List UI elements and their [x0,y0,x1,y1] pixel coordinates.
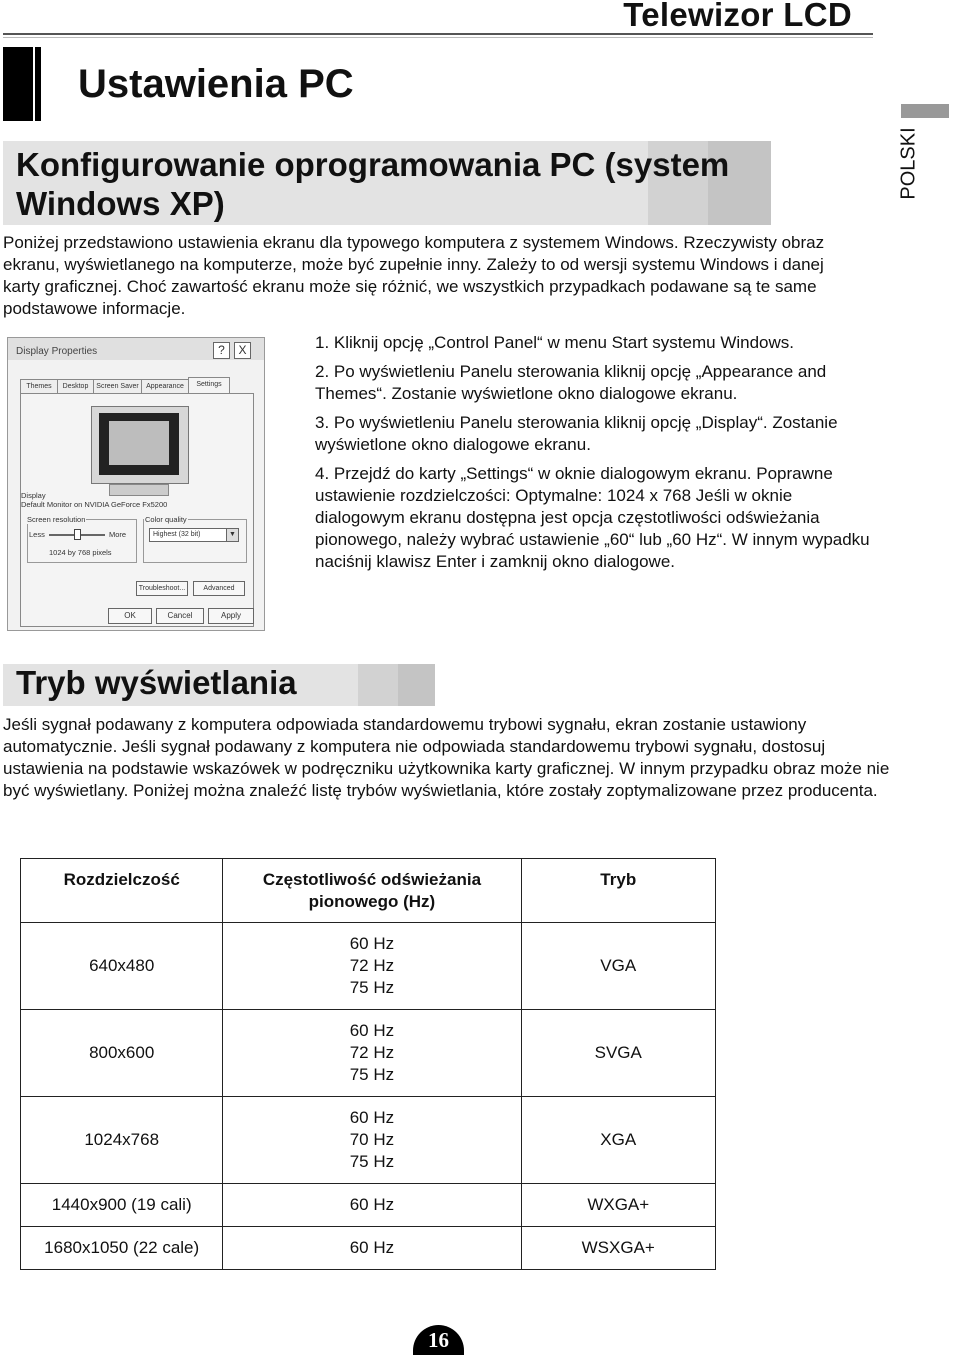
color-quality-select[interactable] [149,528,239,542]
table-header: Tryb [521,859,716,923]
frequency-value: 60 Hz [349,934,395,953]
frequency-cell [223,1010,521,1097]
frequency-value: 60 Hz [349,1195,395,1214]
language-label: POLSKI [897,127,920,200]
header-rule [3,33,873,35]
section-title: Konfigurowanie oprogramowania PC (system Windows XP) [16,146,730,222]
help-button[interactable]: ? [213,342,230,359]
table-row [21,923,716,1010]
display-properties-dialog [7,337,265,631]
dialog-title: Display Properties [16,346,98,357]
table-row [21,1184,716,1227]
mode-cell: SVGA [521,1010,716,1097]
more-label: More [109,530,127,539]
intro-paragraph: Poniżej przedstawiono ustawienia ekranu dla typowego komputera z systemem Windows. Rzeczywisty obraz ekranu, wyświetlanego na komputerze, może być zupełnie inny. Zależy to od wersji systemu Windows i danej karty graficznej. Choć zawartość ekranu może się różnić, we wszystkich przypadkach podawane są te same podstawowe informacje. [3,233,825,318]
step-3: 3. Po wyświetleniu Panelu sterowania kliknij opcję „Display“. Zostanie wyświetlone okno dialogowe ekranu. [315,413,838,454]
table-row [21,1097,716,1184]
frequency-value: 70 Hz [349,1130,395,1149]
dialog-titlebar [8,338,264,360]
frequency-cell [223,923,521,1010]
frequency-value: 60 Hz [349,1108,395,1127]
tab-themes[interactable]: Themes [20,379,58,394]
color-quality-value: Highest (32 bit) [153,531,201,538]
frequency-value: 75 Hz [349,1065,395,1084]
chapter-marker [3,47,43,121]
page-number-badge [413,1325,464,1355]
display-label: Display [21,491,46,500]
language-tab [893,104,933,234]
tab-screen-saver[interactable]: Screen Saver [93,379,142,394]
step-2: 2. Po wyświetleniu Panelu sterowania kliknij opcję „Appearance and Themes“. Zostanie wyświetlone okno dialogowe ekranu. [315,362,827,403]
cancel-button[interactable]: Cancel [156,608,204,624]
display-modes-table [20,858,716,1270]
close-button[interactable]: X [234,342,251,359]
resolution-value: 1024 by 768 pixels [49,548,112,557]
instruction-steps [315,332,885,580]
section-title: Tryb wyświetlania [16,664,297,701]
display-mode-paragraph: Jeśli sygnał podawany z komputera odpowiada standardowemu trybowi sygnału, ekran zostanie ustawiony automatycznie. Jeśli sygnał podawany z komputera nie odpowiada standardowemu trybowi sygnału, dostosuj ustawienia na podstawie wskazówek w podręczniku użytkownika karty graficznej. W innym przypadku obraz może nie być wyświetlany. Poniżej można znaleźć listę trybów wyświetlania, które zostały zoptymalizowane przez producenta. [3,715,890,800]
color-quality-label: Color quality [145,515,187,524]
ok-button[interactable]: OK [108,608,152,624]
tab-settings[interactable]: Settings [188,377,230,394]
frequency-value: 60 Hz [349,1021,395,1040]
table-row [21,1227,716,1270]
mode-cell: WXGA+ [521,1184,716,1227]
apply-button[interactable]: Apply [208,608,254,624]
tab-desktop[interactable]: Desktop [57,379,94,394]
resolution-slider-thumb[interactable] [74,529,81,540]
tab-appearance[interactable]: Appearance [141,379,189,394]
product-name: Telewizor LCD [623,0,852,33]
header-rule-thin [3,37,873,38]
resolution-cell: 1680x1050 (22 cale) [21,1227,223,1270]
display-value: Default Monitor on NVIDIA GeForce Fx5200 [21,500,168,509]
table-header: Rozdzielczość [21,859,223,923]
chevron-down-icon: ▼ [226,529,238,541]
settings-panel [20,393,254,627]
mode-cell: VGA [521,923,716,1010]
frequency-cell [223,1097,521,1184]
less-label: Less [29,530,45,539]
resolution-cell: 800x600 [21,1010,223,1097]
page-number: 16 [428,1328,449,1352]
step-4: 4. Przejdź do karty „Settings“ w oknie dialogowym ekranu. Poprawne ustawienie rozdzielczości: Optymalne: 1024 x 768 Jeśli w oknie dialogowym ekranu dostępna jest opcja częstotliwości odświeżania pionowego, należy wybrać ustawienie „60“ lub „60 Hz“. W innym wypadku naciśnij klawisz Enter i zamknij okno dialogowe. [315,464,870,571]
mode-cell: WSXGA+ [521,1227,716,1270]
screen-resolution-label: Screen resolution [27,515,86,524]
frequency-value: 75 Hz [349,1152,395,1171]
frequency-cell [223,1184,521,1227]
advanced-button[interactable]: Advanced [193,581,245,596]
monitor-icon [91,406,187,496]
frequency-cell [223,1227,521,1270]
troubleshoot-button[interactable]: Troubleshoot... [136,581,188,596]
table-header: Częstotliwość odświeżania pionowego (Hz) [223,859,521,923]
resolution-cell: 1024x768 [21,1097,223,1184]
resolution-cell: 1440x900 (19 cali) [21,1184,223,1227]
table-row [21,1010,716,1097]
frequency-value: 72 Hz [349,956,395,975]
frequency-value: 75 Hz [349,978,395,997]
frequency-value: 72 Hz [349,1043,395,1062]
mode-cell: XGA [521,1097,716,1184]
resolution-cell: 640x480 [21,923,223,1010]
frequency-value: 60 Hz [349,1238,395,1257]
page-title: Ustawienia PC [78,62,354,106]
step-1: 1. Kliknij opcję „Control Panel“ w menu Start systemu Windows. [315,333,795,352]
